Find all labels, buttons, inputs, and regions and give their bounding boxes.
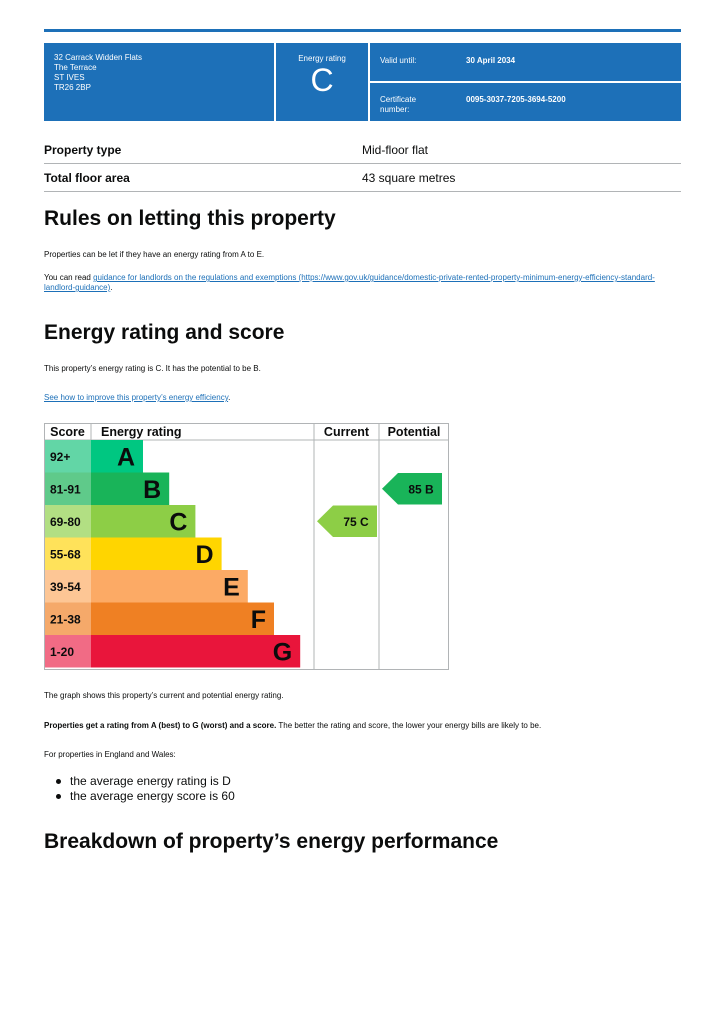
bullet-icon	[56, 794, 61, 799]
energy-rating-box	[276, 43, 368, 121]
floor-area-value: 43 square metres	[362, 171, 456, 185]
column-header: Score	[50, 425, 85, 439]
score-range-label: 92+	[50, 449, 71, 464]
address-line: The Terrace	[54, 63, 97, 72]
property-type-label: Property type	[44, 143, 122, 157]
floor-area-label: Total floor area	[44, 171, 130, 185]
column-header: Potential	[387, 425, 441, 439]
top-rule	[44, 29, 681, 32]
property-type-row	[44, 136, 681, 164]
list-item	[70, 774, 235, 789]
score-range-label: 55-68	[50, 547, 81, 562]
energy-rating-chart	[44, 423, 449, 670]
rating-explanation-bold: Properties get a rating from A (best) to G (worst) and a score.	[44, 721, 277, 730]
certificate-header	[44, 43, 681, 121]
valid-until-label: Valid until:	[380, 56, 417, 65]
bullet-icon	[56, 779, 61, 784]
address-line: 32 Carrack Widden Flats	[54, 53, 143, 62]
address-line: TR26 2BP	[54, 83, 91, 92]
score-range-label: 69-80	[50, 514, 81, 529]
score-range-label: 1-20	[50, 644, 75, 659]
certificate-label-2: number:	[380, 105, 410, 114]
breakdown-heading: Breakdown of property’s energy performance	[44, 830, 499, 853]
rating-band-bar	[91, 603, 274, 636]
rating-band-letter: C	[169, 508, 188, 537]
letting-guidance-text	[44, 273, 674, 293]
improve-link-suffix: .	[228, 393, 231, 402]
certificate-number: 0095-3037-7205-3694-5200	[466, 95, 566, 104]
average-list	[70, 774, 235, 804]
energy-rating-graph	[44, 423, 449, 670]
property-type-value: Mid-floor flat	[362, 143, 429, 157]
rating-band-letter: A	[116, 443, 135, 472]
improve-link-line	[44, 393, 674, 403]
potential-rating-label: 85 B	[408, 482, 434, 497]
rating-explanation-rest: The better the rating and score, the lower your energy bills are likely to be.	[276, 721, 542, 730]
energy-rating-text: This property’s energy rating is C. It has the potential to be B.	[44, 364, 261, 373]
england-wales-text: For properties in England and Wales:	[44, 750, 176, 759]
score-range-label: 39-54	[50, 579, 81, 594]
property-summary-table	[44, 136, 681, 192]
energy-rating-letter: C	[310, 62, 334, 98]
rating-band-bar	[91, 635, 300, 668]
score-range-label: 81-91	[50, 482, 81, 497]
graph-note: The graph shows this property’s current and potential energy rating.	[44, 691, 284, 700]
valid-until-value: 30 April 2034	[466, 56, 516, 65]
rating-explanation	[44, 721, 674, 731]
address-line: ST IVES	[54, 73, 85, 82]
rating-band-letter: G	[272, 638, 293, 667]
energy-rating-label: Energy rating	[298, 54, 346, 63]
current-rating-label: 75 C	[343, 514, 369, 529]
guidance-prefix: You can read	[44, 273, 94, 282]
valid-until-box	[370, 43, 681, 81]
certificate-number-box	[370, 83, 681, 121]
score-range-label: 21-38	[50, 612, 81, 627]
letting-heading: Rules on letting this property	[44, 207, 336, 230]
floor-area-row	[44, 164, 681, 192]
average-rating-text: the average energy rating is D	[70, 774, 231, 788]
certificate-label: Certificate	[380, 95, 417, 104]
property-address	[44, 43, 274, 121]
improve-efficiency-link[interactable]: See how to improve this property’s energy efficiency	[44, 393, 229, 402]
list-item	[70, 789, 235, 804]
landlord-guidance-link[interactable]: guidance for landlords on the regulations and exemptions (https://www.gov.uk/guidance/domestic-private-rented-property-minimum-energy-efficiency-standard-landlord-guidance)	[44, 273, 655, 292]
column-header: Current	[323, 425, 370, 439]
guidance-suffix: .	[110, 283, 113, 292]
energy-heading: Energy rating and score	[44, 321, 285, 344]
average-score-text: the average energy score is 60	[70, 789, 235, 803]
letting-rule-text: Properties can be let if they have an energy rating from A to E.	[44, 250, 265, 259]
rating-band-letter: E	[223, 573, 240, 602]
rating-band-letter: D	[195, 540, 214, 569]
column-header: Energy rating	[101, 425, 182, 439]
rating-band-letter: B	[143, 475, 162, 504]
rating-band-letter: F	[250, 605, 266, 634]
